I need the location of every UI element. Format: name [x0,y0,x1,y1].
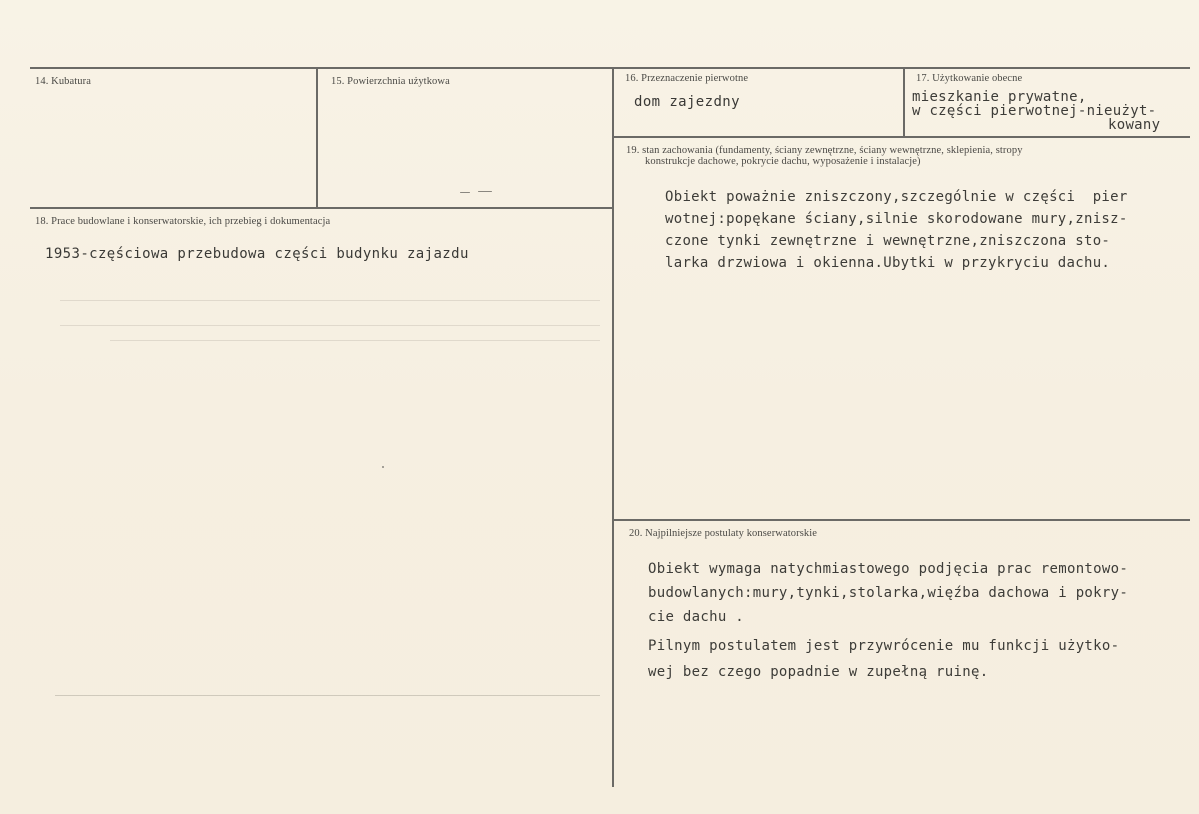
rule-below-16-17 [614,136,1190,138]
faint-line [110,340,600,341]
field-17-line: kowany [1108,117,1161,133]
main-divider [612,67,614,787]
faint-line [55,695,600,696]
field-17-line: mieszkanie prywatne, [912,89,1087,105]
field-18-value: 1953-częściowa przebudowa części budynku zajazdu [45,246,469,262]
field-19-value [665,186,1128,274]
field-17-label: 17. Użytkowanie obecne [916,73,1023,84]
speck [478,191,492,192]
field-20-line: wej bez czego popadnie w zupełną ruinę. [648,664,989,680]
top-rule [30,67,1190,69]
field-20-line: Pilnym postulatem jest przywrócenie mu funkcji użytko- [648,638,1120,654]
field-19-label-line1: 19. stan zachowania (fundamenty, ściany zewnętrzne, ściany wewnętrzne, sklepienia, stropy [626,145,1023,156]
field-19-line: czone tynki zewnętrzne i wewnętrzne,zniszczona sto- [665,233,1111,249]
faint-line [60,300,600,301]
field-20-line: Obiekt wymaga natychmiastowego podjęcia prac remontowo- [648,561,1129,577]
field-20-label: 20. Najpilniejsze postulaty konserwatorskie [629,528,818,539]
divider-14-15 [316,67,318,207]
divider-16-17 [903,67,905,137]
speck [460,192,470,193]
field-16-value: dom zajezdny [634,94,740,110]
field-20-line: cie dachu . [648,609,745,625]
field-17-value [912,90,1160,132]
field-20-value [648,557,1128,629]
faint-line [60,325,600,326]
field-16-label: 16. Przeznaczenie pierwotne [625,73,749,84]
field-19-label-line2: konstrukcje dachowe, pokrycie dachu, wyposażenie i instalacje) [645,156,921,167]
field-14-label: 14. Kubatura [35,76,92,87]
field-20-value-2 [648,633,1119,685]
field-20-line: budowlanych:mury,tynki,stolarka,więźba dachowa i pokry- [648,585,1129,601]
speck [382,466,384,468]
field-19-line: larka drzwiowa i okienna.Ubytki w przykryciu dachu. [665,255,1111,271]
field-18-label: 18. Prace budowlane i konserwatorskie, ich przebieg i dokumentacja [35,216,331,227]
field-19-line: Obiekt poważnie zniszczony,szczególnie w części pier [665,189,1128,205]
field-17-line: w części pierwotnej-nieużyt- [912,103,1157,119]
field-19-line: wotnej:popękane ściany,silnie skorodowane mury,znisz- [665,211,1128,227]
field-15-label: 15. Powierzchnia użytkowa [331,76,450,87]
rule-above-20 [614,519,1190,521]
rule-below-14-15 [30,207,612,209]
